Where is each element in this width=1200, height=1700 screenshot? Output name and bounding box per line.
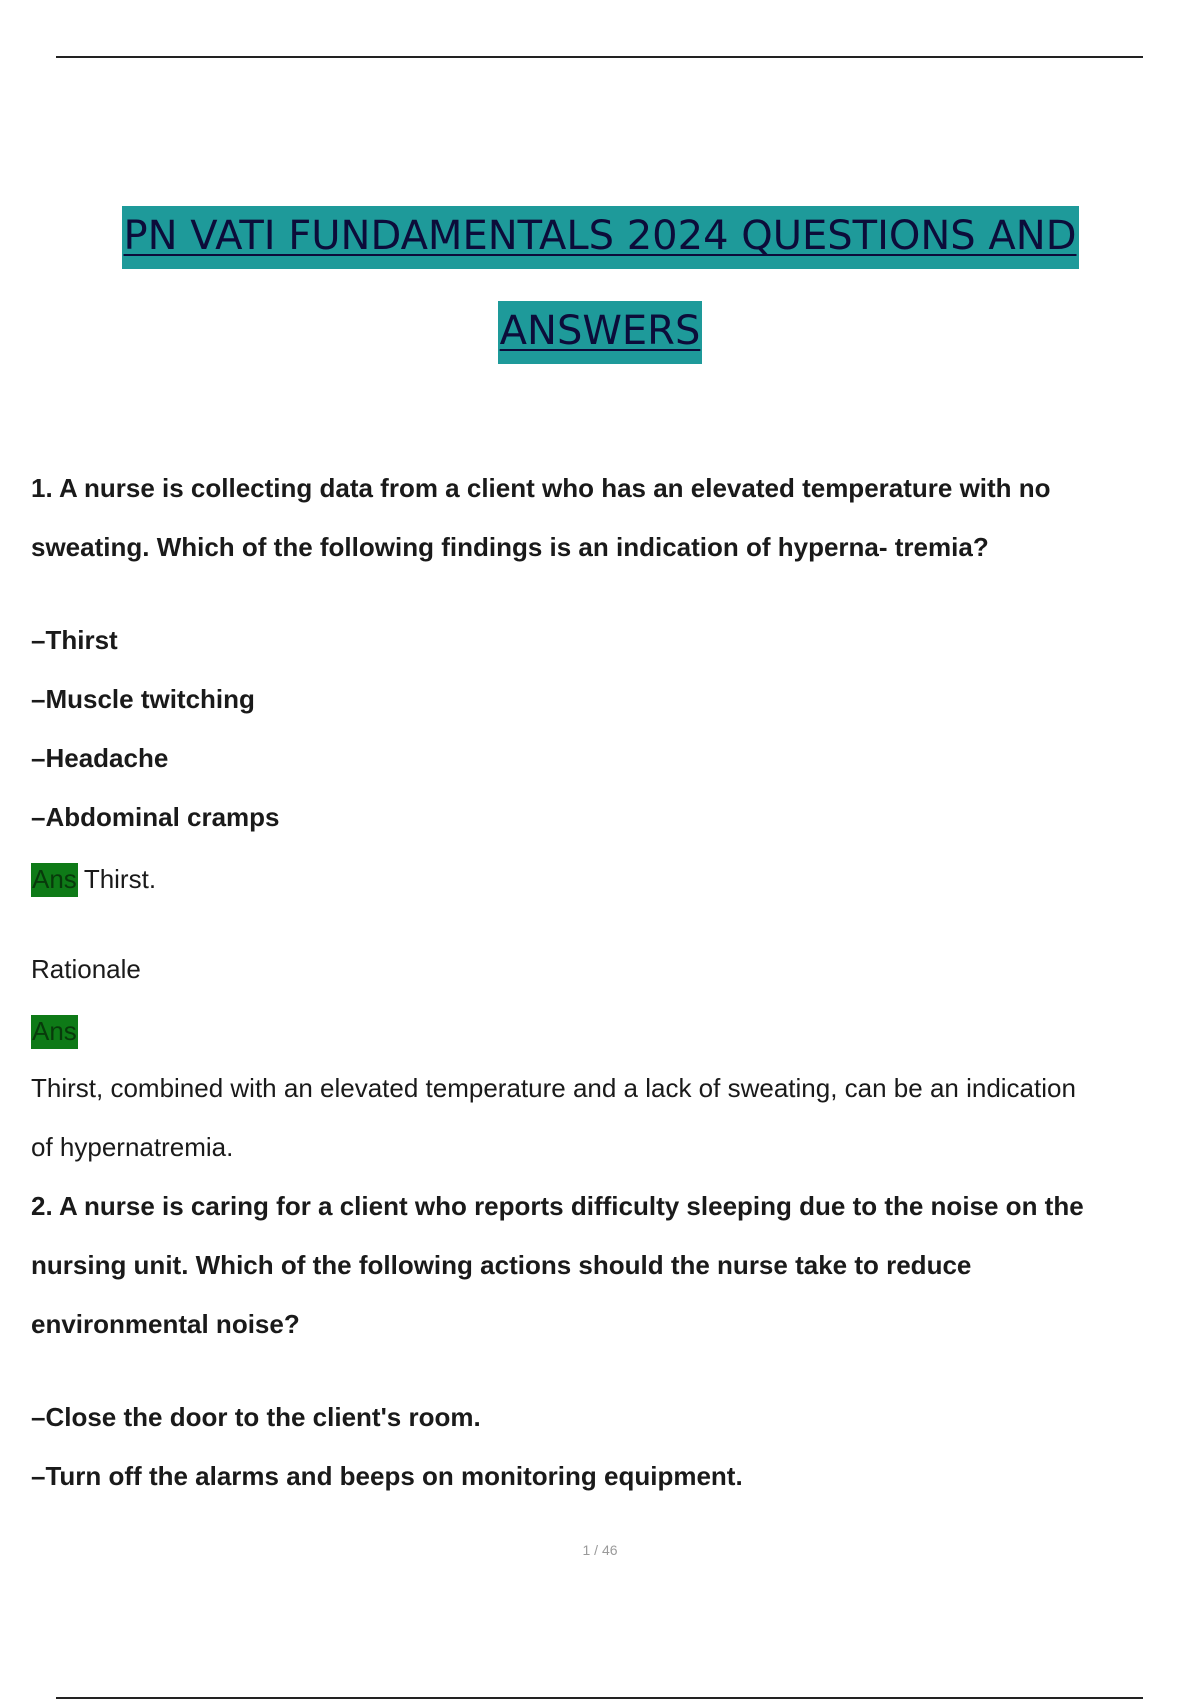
question-1-option-1: –Thirst <box>31 625 118 655</box>
question-1-prompt-line-2: sweating. Which of the following findings is an indication of hyperna- tremia? <box>31 532 989 562</box>
question-2-prompt-line-3: environmental noise? <box>31 1309 300 1339</box>
document-title-line-1-wrap <box>0 206 1200 269</box>
bottom-divider <box>56 1697 1143 1699</box>
question-1-prompt-line-1: 1. A nurse is collecting data from a client who has an elevated temperature with no <box>31 473 1051 503</box>
page-number: 1 / 46 <box>582 1542 618 1558</box>
top-divider <box>56 56 1143 58</box>
answer-text: Thirst. <box>83 864 157 894</box>
document-title-line-1: PN VATI FUNDAMENTALS 2024 QUESTIONS AND <box>122 206 1079 269</box>
question-2-prompt-line-2: nursing unit. Which of the following actions should the nurse take to reduce <box>31 1250 972 1280</box>
rationale-answer-row <box>31 1015 84 1049</box>
answer-tag: Ans <box>31 863 78 897</box>
document-title-line-2-wrap <box>0 301 1200 364</box>
rationale-line-2: of hypernatremia. <box>31 1132 234 1162</box>
document-title-line-2: ANSWERS <box>498 301 703 364</box>
question-1-option-4: –Abdominal cramps <box>31 802 280 832</box>
rationale-answer-tag: Ans <box>31 1015 78 1049</box>
rationale-line-1: Thirst, combined with an elevated temperature and a lack of sweating, can be an indication <box>31 1073 1076 1103</box>
question-2-option-2: –Turn off the alarms and beeps on monitoring equipment. <box>31 1461 743 1491</box>
question-1-answer <box>31 863 156 897</box>
rationale-label: Rationale <box>31 954 141 984</box>
question-1-option-3: –Headache <box>31 743 169 773</box>
question-2-prompt-line-1: 2. A nurse is caring for a client who reports difficulty sleeping due to the noise on the <box>31 1191 1084 1221</box>
question-2-option-1: –Close the door to the client's room. <box>31 1402 481 1432</box>
question-1-option-2: –Muscle twitching <box>31 684 255 714</box>
